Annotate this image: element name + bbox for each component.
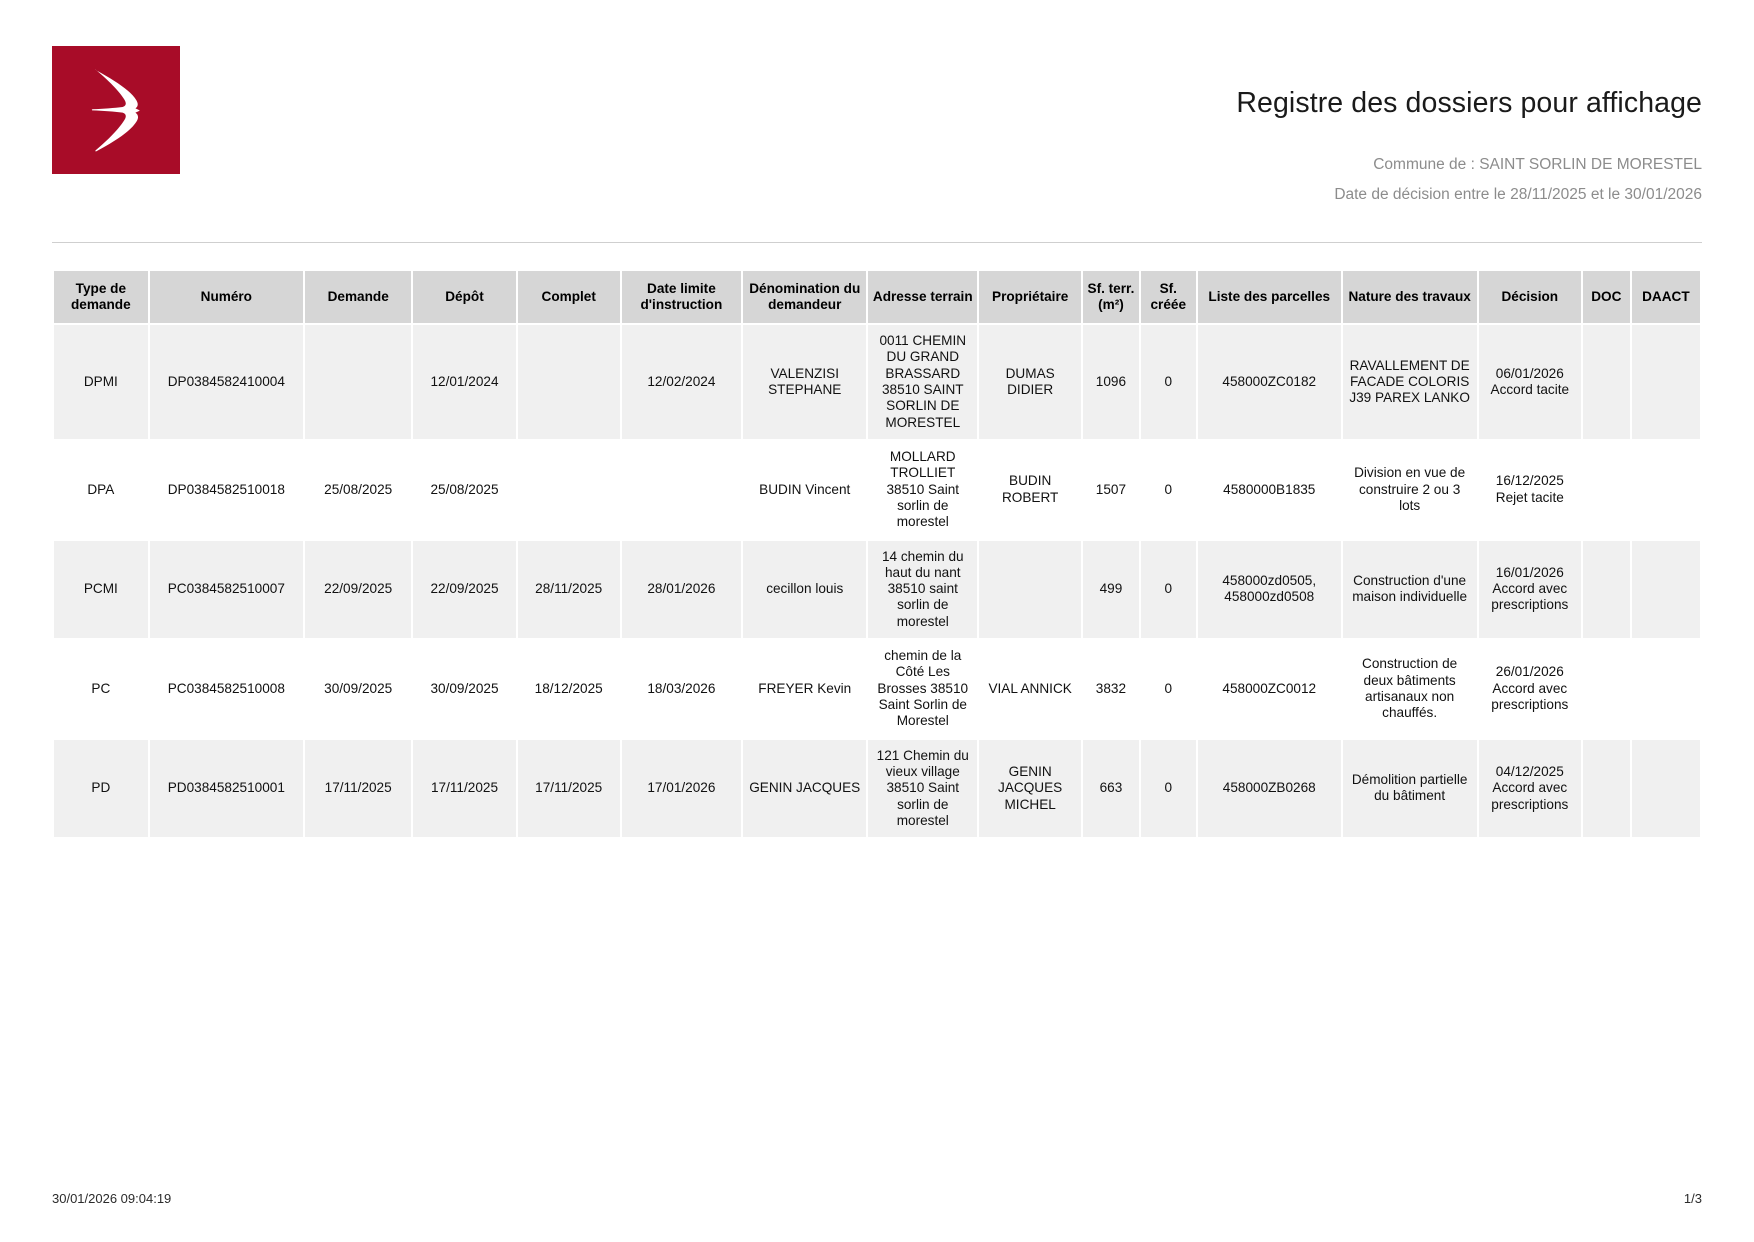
cell-parcelles: 458000ZB0268 (1198, 740, 1341, 838)
cell-daact (1632, 740, 1700, 838)
cell-complet: 18/12/2025 (518, 640, 620, 738)
table-head (54, 271, 1700, 323)
cell-date-limite: 12/02/2024 (622, 325, 741, 439)
cell-daact (1632, 441, 1700, 539)
table-row (54, 325, 1700, 439)
cell-adresse: 14 chemin du haut du nant 38510 saint sorlin de morestel (868, 541, 977, 639)
cell-doc (1583, 325, 1630, 439)
cell-decision: 26/01/2026 Accord avec prescriptions (1479, 640, 1581, 738)
column-header-doc: DOC (1583, 271, 1630, 323)
cell-doc (1583, 740, 1630, 838)
cell-demande: 25/08/2025 (305, 441, 411, 539)
cell-sf-creee: 0 (1141, 740, 1196, 838)
column-header-demande: Demande (305, 271, 411, 323)
column-header-numero: Numéro (150, 271, 303, 323)
swallow-bird-logo-icon (52, 46, 180, 174)
cell-sf-creee: 0 (1141, 325, 1196, 439)
cell-demandeur: GENIN JACQUES (743, 740, 866, 838)
cell-demandeur: VALENZISI STEPHANE (743, 325, 866, 439)
cell-depot: 30/09/2025 (413, 640, 515, 738)
cell-proprietaire (979, 541, 1081, 639)
cell-date-limite: 28/01/2026 (622, 541, 741, 639)
cell-type: PC (54, 640, 148, 738)
cell-parcelles: 4580000B1835 (1198, 441, 1341, 539)
cell-demandeur: cecillon louis (743, 541, 866, 639)
cell-type: DPMI (54, 325, 148, 439)
cell-decision: 06/01/2026 Accord tacite (1479, 325, 1581, 439)
header-text-block (180, 46, 1702, 202)
cell-depot: 17/11/2025 (413, 740, 515, 838)
cell-numero: DP0384582410004 (150, 325, 303, 439)
cell-demande (305, 325, 411, 439)
cell-doc (1583, 441, 1630, 539)
column-header-depot: Dépôt (413, 271, 515, 323)
column-header-daact: DAACT (1632, 271, 1700, 323)
cell-complet (518, 325, 620, 439)
cell-type: PCMI (54, 541, 148, 639)
column-header-adresse-terrain: Adresse terrain (868, 271, 977, 323)
cell-doc (1583, 640, 1630, 738)
cell-adresse: 0011 CHEMIN DU GRAND BRASSARD 38510 SAINT SORLIN DE MORESTEL (868, 325, 977, 439)
table-row (54, 740, 1700, 838)
cell-doc (1583, 541, 1630, 639)
cell-demande: 30/09/2025 (305, 640, 411, 738)
cell-nature: Démolition partielle du bâtiment (1343, 740, 1477, 838)
cell-date-limite: 17/01/2026 (622, 740, 741, 838)
cell-complet (518, 441, 620, 539)
column-header-decision: Décision (1479, 271, 1581, 323)
cell-nature: Construction de deux bâtiments artisanaux non chauffés. (1343, 640, 1477, 738)
cell-parcelles: 458000zd0505, 458000zd0508 (1198, 541, 1341, 639)
cell-decision: 04/12/2025 Accord avec prescriptions (1479, 740, 1581, 838)
cell-nature: RAVALLEMENT DE FACADE COLORIS J39 PAREX LANKO (1343, 325, 1477, 439)
cell-proprietaire: GENIN JACQUES MICHEL (979, 740, 1081, 838)
cell-demande: 22/09/2025 (305, 541, 411, 639)
table-body (54, 325, 1700, 837)
registre-table-wrap (0, 243, 1754, 839)
column-header-denomination-demandeur: Dénomination du demandeur (743, 271, 866, 323)
cell-parcelles: 458000ZC0182 (1198, 325, 1341, 439)
footer-timestamp: 30/01/2026 09:04:19 (52, 1191, 172, 1206)
cell-proprietaire: BUDIN ROBERT (979, 441, 1081, 539)
cell-decision: 16/12/2025 Rejet tacite (1479, 441, 1581, 539)
cell-adresse: 121 Chemin du vieux village 38510 Saint sorlin de morestel (868, 740, 977, 838)
registre-table (52, 269, 1702, 839)
column-header-sf-terr: Sf. terr. (m²) (1083, 271, 1138, 323)
cell-sf-terr: 663 (1083, 740, 1138, 838)
column-header-nature-travaux: Nature des travaux (1343, 271, 1477, 323)
cell-sf-creee: 0 (1141, 640, 1196, 738)
cell-numero: PD0384582510001 (150, 740, 303, 838)
table-row (54, 541, 1700, 639)
cell-adresse: MOLLARD TROLLIET 38510 Saint sorlin de morestel (868, 441, 977, 539)
cell-sf-creee: 0 (1141, 441, 1196, 539)
cell-date-limite (622, 441, 741, 539)
table-header-row (54, 271, 1700, 323)
cell-complet: 28/11/2025 (518, 541, 620, 639)
cell-daact (1632, 541, 1700, 639)
cell-sf-terr: 1507 (1083, 441, 1138, 539)
cell-parcelles: 458000ZC0012 (1198, 640, 1341, 738)
cell-nature: Construction d'une maison individuelle (1343, 541, 1477, 639)
cell-proprietaire: VIAL ANNICK (979, 640, 1081, 738)
cell-date-limite: 18/03/2026 (622, 640, 741, 738)
cell-depot: 25/08/2025 (413, 441, 515, 539)
cell-sf-terr: 499 (1083, 541, 1138, 639)
column-header-sf-creee: Sf. créée (1141, 271, 1196, 323)
cell-numero: DP0384582510018 (150, 441, 303, 539)
cell-demandeur: BUDIN Vincent (743, 441, 866, 539)
cell-daact (1632, 640, 1700, 738)
cell-demande: 17/11/2025 (305, 740, 411, 838)
table-row (54, 640, 1700, 738)
commune-subtitle: Commune de : SAINT SORLIN DE MORESTEL (1373, 156, 1702, 174)
table-row (54, 441, 1700, 539)
footer-page-number: 1/3 (1683, 1191, 1702, 1206)
cell-decision: 16/01/2026 Accord avec prescriptions (1479, 541, 1581, 639)
page-header (0, 0, 1754, 203)
cell-sf-terr: 1096 (1083, 325, 1138, 439)
column-header-date-limite-instruction: Date limite d'instruction (622, 271, 741, 323)
page-footer (0, 1191, 1754, 1206)
date-range-subtitle: Date de décision entre le 28/11/2025 et le 30/01/2026 (1334, 185, 1702, 203)
column-header-type-de-demande: Type de demande (54, 271, 148, 323)
cell-numero: PC0384582510007 (150, 541, 303, 639)
cell-daact (1632, 325, 1700, 439)
cell-nature: Division en vue de construire 2 ou 3 lots (1343, 441, 1477, 539)
cell-demandeur: FREYER Kevin (743, 640, 866, 738)
page-title: Registre des dossiers pour affichage (1236, 87, 1702, 119)
cell-depot: 12/01/2024 (413, 325, 515, 439)
cell-sf-creee: 0 (1141, 541, 1196, 639)
column-header-complet: Complet (518, 271, 620, 323)
cell-type: PD (54, 740, 148, 838)
cell-complet: 17/11/2025 (518, 740, 620, 838)
column-header-proprietaire: Propriétaire (979, 271, 1081, 323)
cell-proprietaire: DUMAS DIDIER (979, 325, 1081, 439)
cell-type: DPA (54, 441, 148, 539)
cell-adresse: chemin de la Côté Les Brosses 38510 Saint Sorlin de Morestel (868, 640, 977, 738)
cell-depot: 22/09/2025 (413, 541, 515, 639)
cell-numero: PC0384582510008 (150, 640, 303, 738)
column-header-liste-parcelles: Liste des parcelles (1198, 271, 1341, 323)
cell-sf-terr: 3832 (1083, 640, 1138, 738)
